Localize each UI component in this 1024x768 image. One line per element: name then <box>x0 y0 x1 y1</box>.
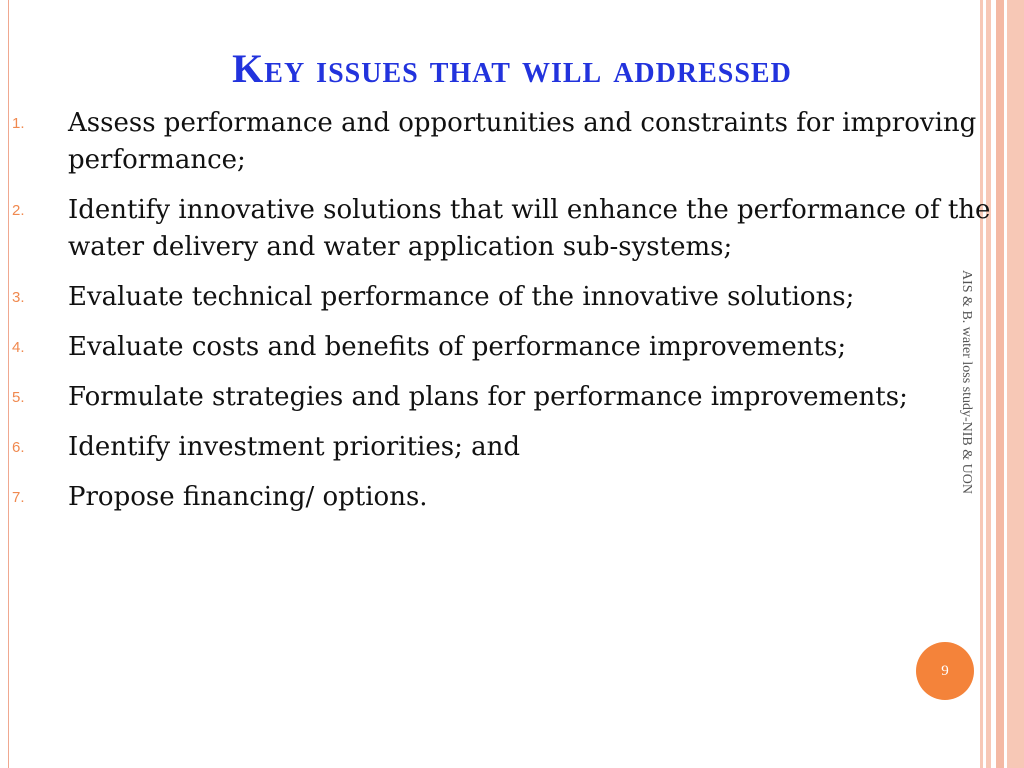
list-item <box>0 429 1024 466</box>
slide-title: Key issues that will addressed <box>232 46 792 91</box>
page-number: 9 <box>941 662 949 679</box>
list-item-text: Propose financing/ options. <box>68 482 428 512</box>
vertical-footer-text: AIS & B. water loss study-NIB & UON <box>959 270 974 494</box>
list-item <box>0 479 1024 516</box>
list-item <box>0 192 1024 266</box>
page-number-badge <box>916 642 974 700</box>
list-item <box>0 379 1024 416</box>
list-item <box>0 329 1024 366</box>
list-item-text: Evaluate technical performance of the innovative solutions; <box>68 282 855 312</box>
issues-list <box>0 105 1024 529</box>
list-item-number: 5. <box>12 389 25 406</box>
list-item-number: 2. <box>12 202 25 219</box>
list-item-number: 7. <box>12 489 25 506</box>
list-item-number: 1. <box>12 115 25 132</box>
list-item-number: 6. <box>12 439 25 456</box>
list-item-text: Identify innovative solutions that will enhance the performance of the water delivery and water application sub-systems; <box>68 195 991 262</box>
list-item <box>0 105 1024 179</box>
list-item-text: Evaluate costs and benefits of performance improvements; <box>68 332 847 362</box>
list-item-text: Formulate strategies and plans for performance improvements; <box>68 382 908 412</box>
list-item <box>0 279 1024 316</box>
list-item-number: 4. <box>12 339 25 356</box>
list-item-number: 3. <box>12 289 25 306</box>
list-item-text: Assess performance and opportunities and constraints for improving performance; <box>68 108 977 175</box>
list-item-text: Identify investment priorities; and <box>68 432 521 462</box>
